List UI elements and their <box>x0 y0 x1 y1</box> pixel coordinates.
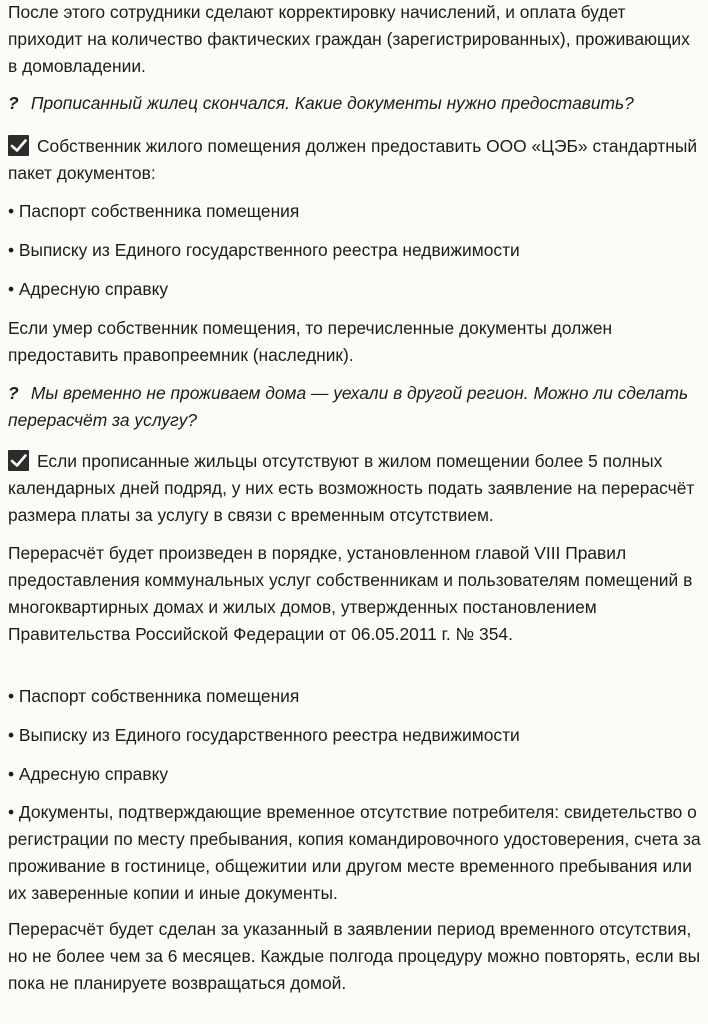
question-mark-icon: ? <box>8 93 19 113</box>
final-paragraph: Перерасчёт будет сделан за указанный в заявлении период временного отсутствия, но не более чем за 6 месяцев. Каждые полгода процедуру можно повторять, если вы пока не планируете возвращаться домой. <box>8 919 701 993</box>
answer-1-note: Если умер собственник помещения, то перечисленные документы должен предоставить правопреемник (наследник). <box>8 318 613 365</box>
question-1 <box>8 90 702 117</box>
question-mark-icon: ? <box>8 383 19 403</box>
intro-paragraph: После этого сотрудники сделают корректировку начислений, и оплата будет приходит на количество фактических граждан (зарегистрированных), проживающих в домовладении. <box>8 2 690 76</box>
list1-item-2: • Выписку из Единого государственного реестра недвижимости <box>8 240 520 260</box>
answer-1-text: Собственник жилого помещения должен предоставить ООО «ЦЭБ» стандартный пакет документов: <box>8 136 698 183</box>
question-2 <box>8 380 702 434</box>
answer-2 <box>8 448 702 529</box>
list2-item-2: • Выписку из Единого государственного реестра недвижимости <box>8 725 520 745</box>
answer-1 <box>8 133 702 187</box>
list1-item-1: • Паспорт собственника помещения <box>8 201 300 221</box>
question-2-text: Мы временно не проживаем дома — уехали в другой регион. Можно ли сделать перерасчёт за услугу? <box>8 383 689 430</box>
question-1-text: Прописанный жилец скончался. Какие документы нужно предоставить? <box>30 93 634 113</box>
list2-item-3: • Адресную справку <box>8 764 169 784</box>
list2-item-1: • Паспорт собственника помещения <box>8 686 300 706</box>
list1-item-3: • Адресную справку <box>8 279 169 299</box>
answer-2-text: Если прописанные жильцы отсутствуют в жилом помещении более 5 полных календарных дней подряд, у них есть возможность подать заявление на перерасчёт размера платы за услугу в связи с временным отсутствием. <box>8 451 695 525</box>
checkbox-checked-icon <box>8 450 29 471</box>
list2-item-4: • Документы, подтверждающие временное отсутствие потребителя: свидетельство о регистрации по месту пребывания, копия командировочного удостоверения, счета за проживание в гостинице, общежитии или другом месте временного пребывания или их заверенные копии и иные документы. <box>8 802 701 903</box>
answer-2-rule: Перерасчёт будет произведен в порядке, установленном главой VIII Правил предоставления коммунальных услуг собственникам и пользователям помещений в многоквартирных домах и жилых домов, утвержденных постановлением Правительства Российской Федерации от 06.05.2011 г. № 354. <box>8 543 693 644</box>
checkbox-checked-icon <box>8 135 29 156</box>
